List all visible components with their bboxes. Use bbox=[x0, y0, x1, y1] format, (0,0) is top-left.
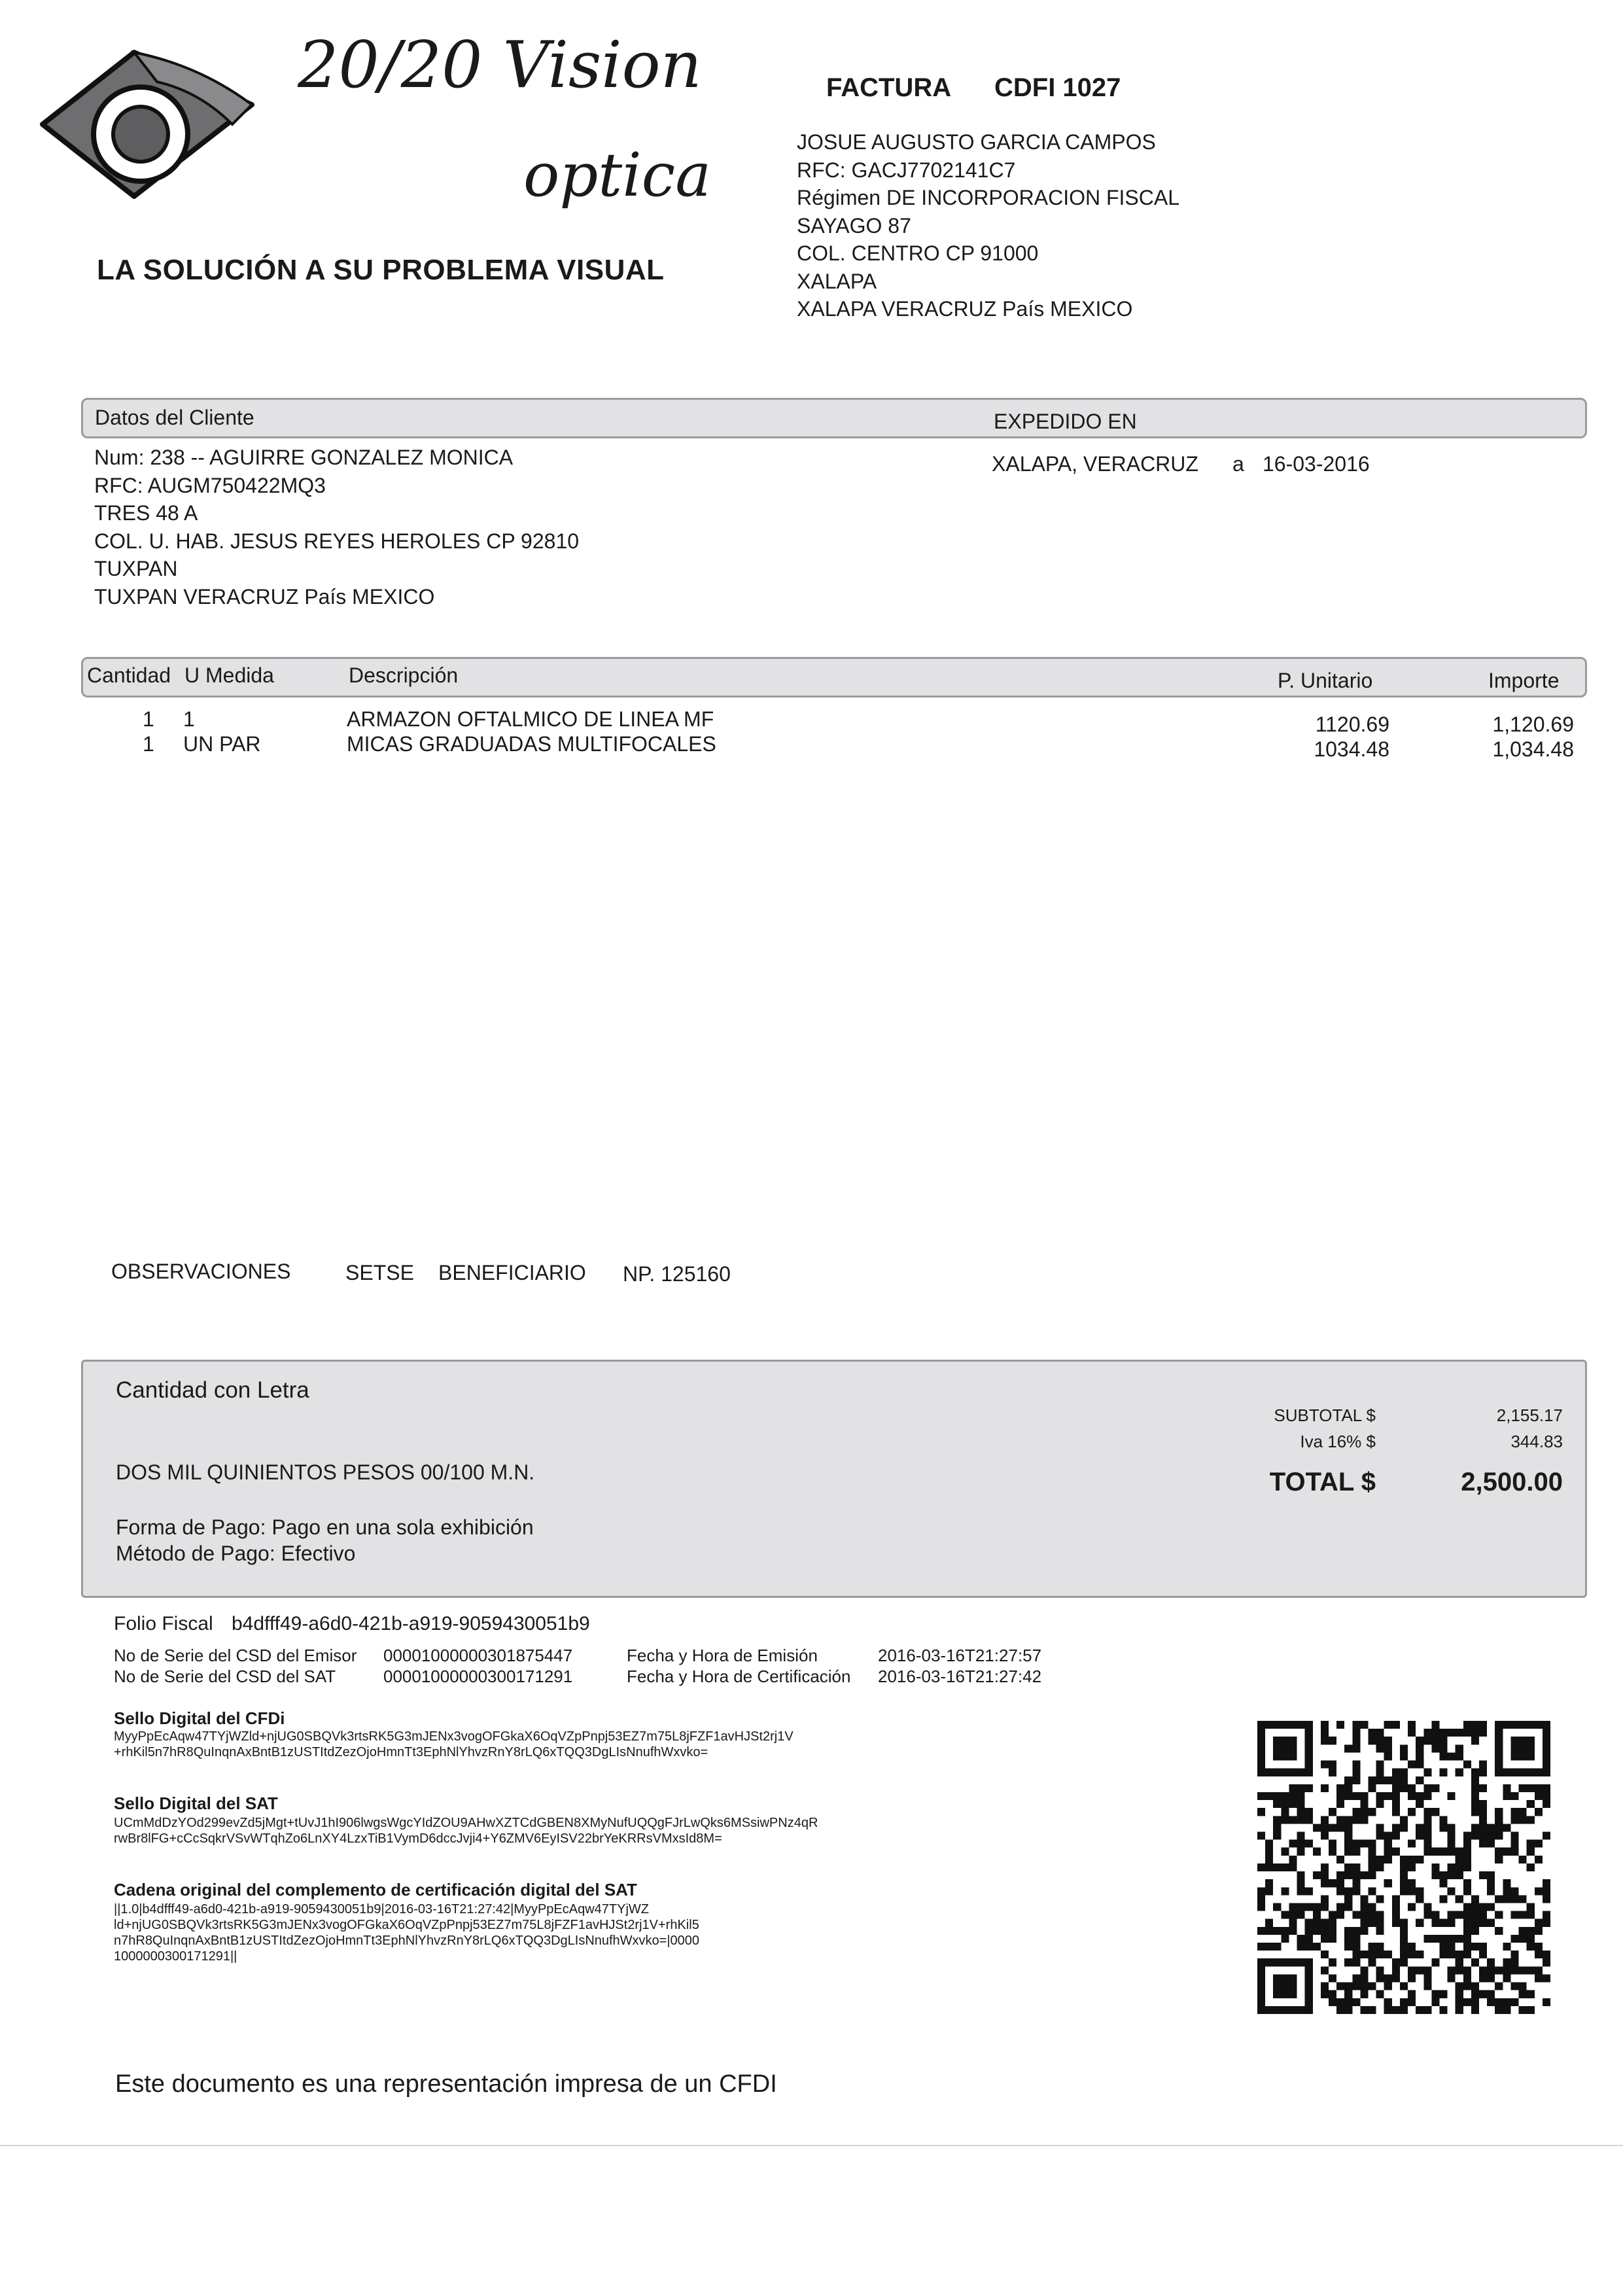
issuer-line: Régimen DE INCORPORACION FISCAL bbox=[797, 186, 1180, 209]
row-descripcion: MICAS GRADUADAS MULTIFOCALES bbox=[347, 732, 716, 756]
issuer-line: XALAPA VERACRUZ País MEXICO bbox=[797, 297, 1133, 321]
client-line: RFC: AUGM750422MQ3 bbox=[94, 473, 326, 497]
forma-pago: Forma de Pago: Pago en una sola exhibición bbox=[116, 1515, 534, 1539]
issuer-line: XALAPA bbox=[797, 269, 877, 293]
cantidad-letra-value: DOS MIL QUINIENTOS PESOS 00/100 M.N. bbox=[116, 1460, 535, 1484]
table-row bbox=[81, 705, 1587, 736]
cadena-label: Cadena original del complemento de certificación digital del SAT bbox=[114, 1880, 637, 1899]
csd-emisor-label: No de Serie del CSD del Emisor bbox=[114, 1646, 357, 1665]
client-line: Num: 238 -- AGUIRRE GONZALEZ MONICA bbox=[94, 446, 514, 469]
issuer-line: JOSUE AUGUSTO GARCIA CAMPOS bbox=[797, 130, 1156, 154]
row-descripcion: ARMAZON OFTALMICO DE LINEA MF bbox=[347, 707, 714, 731]
sello-sat-line: rwBr8lFG+cCcSqkrVSvWTqhZo6LnXY4LzxTiB1VymD6dccJvji4+Y6ZMV6EyISV22brYeKRRsVMxsId8M= bbox=[114, 1831, 722, 1846]
row-unitario: 1034.48 bbox=[1314, 737, 1389, 761]
sello-cfdi-line: +rhKil5n7hR8QuInqnAxBntB1zUSTItdZezOjoHmnTt3EphNlYhvzRnY8rLQ6xTQQ3DgLIsNnufhWxvko= bbox=[114, 1745, 708, 1759]
items-header-bar bbox=[81, 657, 1587, 698]
certificacion-value: 2016-03-16T21:27:42 bbox=[878, 1667, 1042, 1686]
invoice-title: FACTURA bbox=[826, 73, 952, 102]
subtotal-label: SUBTOTAL $ bbox=[1274, 1405, 1376, 1425]
logo-name: 20/20 Vision bbox=[298, 28, 702, 103]
cadena-line: 1000000300171291|| bbox=[114, 1949, 237, 1964]
client-header-label: Datos del Cliente bbox=[95, 406, 254, 429]
client-header-bar bbox=[81, 398, 1587, 438]
observaciones-value: BENEFICIARIO bbox=[438, 1261, 586, 1284]
client-line: COL. U. HAB. JESUS REYES HEROLES CP 92810 bbox=[94, 529, 580, 553]
row-unidad: 1 bbox=[183, 707, 195, 731]
cadena-line: ld+njUG0SBQVk3rtsRK5G3mJENx3vogOFGkaX6OqVZpPnpj53EZ7m75L8jFZF1avHJSt2rj1V+rhKil5 bbox=[114, 1918, 699, 1932]
invoice-number: CDFI 1027 bbox=[994, 73, 1121, 102]
client-line: TUXPAN VERACRUZ País MEXICO bbox=[94, 584, 435, 609]
logo-subtitle: optica bbox=[523, 140, 712, 210]
table-row bbox=[81, 730, 1587, 761]
row-cantidad: 1 bbox=[143, 707, 154, 731]
expedido-place: XALAPA, VERACRUZ bbox=[992, 452, 1198, 476]
col-header-unitario: P. Unitario bbox=[1278, 669, 1373, 692]
row-unidad: UN PAR bbox=[183, 732, 261, 756]
row-importe: 1,034.48 bbox=[1492, 737, 1574, 761]
expedido-a: a bbox=[1232, 452, 1244, 476]
expedido-header-label: EXPEDIDO EN bbox=[994, 410, 1137, 433]
cadena-line: ||1.0|b4dfff49-a6d0-421b-a919-9059430051b9|2016-03-16T21:27:42|MyyPpEcAqw47TYjWZ bbox=[114, 1902, 650, 1916]
issuer-block bbox=[797, 128, 1179, 323]
iva-label: Iva 16% $ bbox=[1300, 1432, 1376, 1451]
col-header-descripcion: Descripción bbox=[349, 663, 459, 687]
csd-sat-label: No de Serie del CSD del SAT bbox=[114, 1667, 336, 1686]
sello-sat-label: Sello Digital del SAT bbox=[114, 1793, 278, 1813]
sello-cfdi-line: MyyPpEcAqw47TYjWZld+njUG0SBQVk3rtsRK5G3mJENx3vogOFGkaX6OqVZpPnpj53EZ7m75L8jFZF1avHJSt2rj1V bbox=[114, 1729, 794, 1744]
total-label: TOTAL $ bbox=[1269, 1468, 1376, 1496]
emision-value: 2016-03-16T21:27:57 bbox=[878, 1646, 1042, 1665]
totals-box bbox=[81, 1360, 1587, 1598]
subtotal-value: 2,155.17 bbox=[1496, 1405, 1563, 1425]
sello-sat-line: UCmMdDzYOd299evZd5jMgt+tUvJ1hI906lwgsWgcYIdZOU9AHwXZTCdGBEN8XMyNufUQQgFJrLwQks6MSsiwPNz4qR bbox=[114, 1816, 818, 1830]
observaciones-value: SETSE bbox=[345, 1261, 414, 1284]
csd-emisor-value: 00001000000301875447 bbox=[383, 1646, 573, 1665]
row-importe: 1,120.69 bbox=[1492, 713, 1574, 736]
cadena-line: n7hR8QuInqnAxBntB1zUSTItdZezOjoHmnTt3EphNlYhvzRnY8rLQ6xTQQ3DgLIsNnufhWxvko=|0000 bbox=[114, 1934, 700, 1948]
row-unitario: 1120.69 bbox=[1315, 713, 1389, 736]
row-cantidad: 1 bbox=[143, 732, 154, 756]
expedido-date: 16-03-2016 bbox=[1263, 452, 1370, 476]
metodo-pago: Método de Pago: Efectivo bbox=[116, 1542, 356, 1565]
client-line: TRES 48 A bbox=[94, 501, 198, 525]
emision-label: Fecha y Hora de Emisión bbox=[627, 1646, 818, 1665]
logo-tagline: LA SOLUCIÓN A SU PROBLEMA VISUAL bbox=[97, 254, 665, 286]
issuer-line: SAYAGO 87 bbox=[797, 213, 911, 238]
certificacion-label: Fecha y Hora de Certificación bbox=[627, 1667, 851, 1686]
qr-code-icon bbox=[1257, 1721, 1550, 2014]
sello-cfdi-label: Sello Digital del CFDi bbox=[114, 1708, 285, 1728]
cantidad-letra-label: Cantidad con Letra bbox=[116, 1377, 309, 1403]
observaciones-value: NP. 125160 bbox=[623, 1262, 731, 1286]
total-value: 2,500.00 bbox=[1461, 1468, 1563, 1496]
observaciones-label: OBSERVACIONES bbox=[111, 1260, 291, 1283]
iva-value: 344.83 bbox=[1510, 1432, 1563, 1451]
col-header-cantidad: Cantidad bbox=[87, 663, 171, 687]
folio-fiscal-value: b4dfff49-a6d0-421b-a919-9059430051b9 bbox=[232, 1613, 590, 1634]
col-header-unidad: U Medida bbox=[184, 663, 274, 687]
folio-fiscal-label: Folio Fiscal bbox=[114, 1613, 213, 1634]
csd-sat-value: 00001000000300171291 bbox=[383, 1667, 573, 1686]
page-divider bbox=[0, 2145, 1623, 2146]
client-line: TUXPAN bbox=[94, 557, 178, 580]
footer-note: Este documento es una representación impresa de un CFDI bbox=[115, 2070, 777, 2098]
col-header-importe: Importe bbox=[1488, 669, 1560, 692]
issuer-line: COL. CENTRO CP 91000 bbox=[797, 241, 1039, 265]
issuer-line: RFC: GACJ7702141C7 bbox=[797, 158, 1016, 182]
client-block bbox=[94, 444, 579, 610]
